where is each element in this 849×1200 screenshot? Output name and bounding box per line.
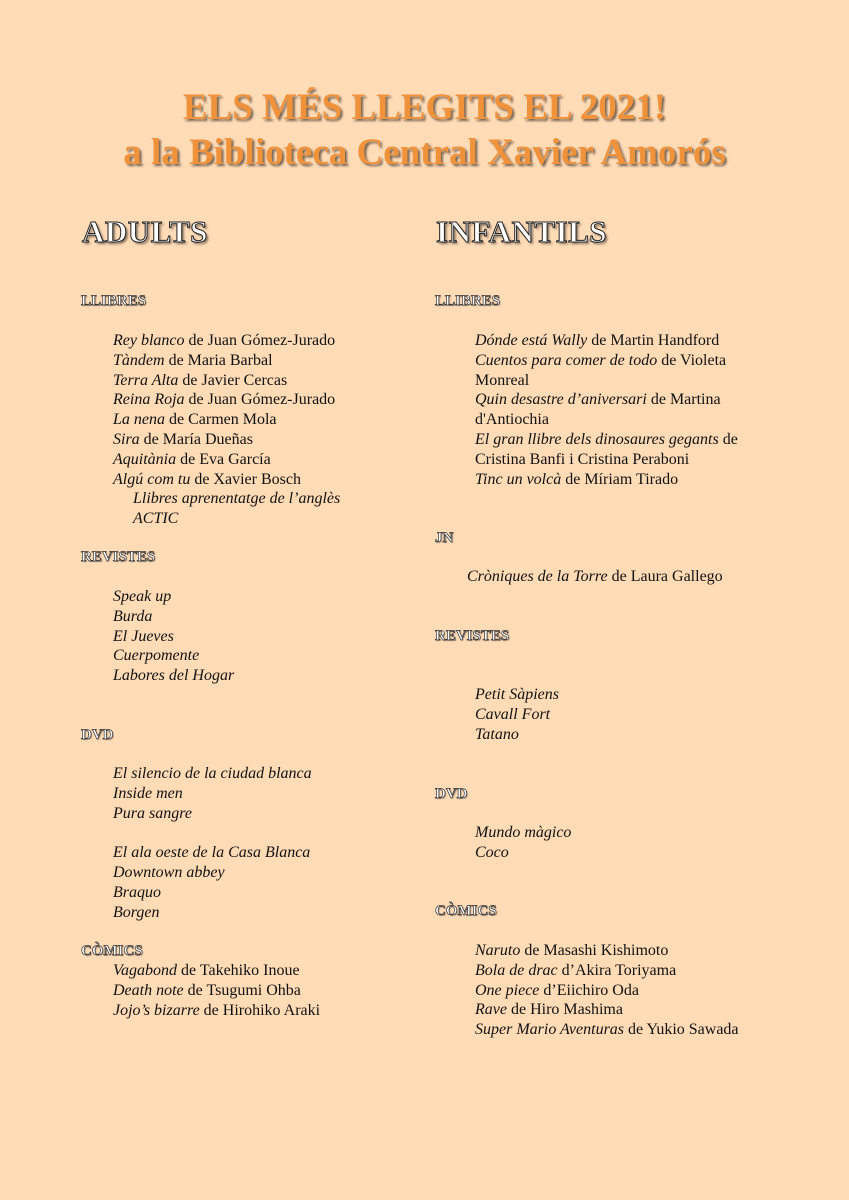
book-title: Tàndem [113, 351, 165, 369]
book-author: Monreal [475, 371, 530, 389]
book-title: Aquitània [113, 450, 177, 468]
magazine-title: Tatano [475, 725, 519, 743]
infantils-revistes-list [475, 685, 559, 744]
book-author: de Eva García [176, 450, 271, 468]
list-item [113, 843, 312, 863]
book-title: Cuentos para comer de todo [475, 351, 658, 369]
list-line [475, 450, 738, 470]
list-item [475, 1020, 739, 1040]
list-line [475, 410, 738, 430]
comic-author: de Masashi Kishimoto [520, 942, 669, 959]
infantils-jn-heading: JN [435, 530, 454, 546]
book-author: de María Dueñas [139, 430, 253, 448]
infantils-heading: INFANTILS [436, 214, 608, 249]
list-line [475, 371, 738, 391]
magazine-title: El Jueves [113, 627, 174, 645]
list-item [113, 784, 312, 804]
book-title: La nena [113, 411, 165, 429]
list-item [475, 685, 559, 705]
dvd-title: Braquo [113, 883, 161, 901]
infantils-dvd-heading: DVD [435, 786, 468, 802]
magazine-title: Labores del Hogar [113, 667, 235, 685]
list-item [113, 863, 312, 883]
comic-author: de Hiro Mashima [506, 1001, 623, 1019]
list-item [475, 705, 559, 725]
book-author: de Maria Barbal [164, 351, 273, 369]
magazine-title: Speak up [113, 588, 172, 605]
infantils-revistes-heading: REVISTES [435, 628, 510, 644]
list-item [113, 764, 312, 784]
book-author: de Violeta [657, 351, 727, 369]
dvd-title: El silencio de la ciudad blanca [113, 765, 312, 782]
adults-llibres-list [113, 331, 340, 529]
list-item [113, 1001, 320, 1021]
book-title: Tinc un volcà [475, 470, 562, 488]
comic-title: Jojo’s bizarre [113, 1001, 200, 1019]
comic-author: de Takehiko Inoue [177, 962, 300, 979]
book-title: Terra Alta [113, 371, 179, 389]
list-item [475, 823, 571, 843]
magazine-title: Cuerpomente [113, 647, 200, 665]
list-spacer [113, 823, 312, 843]
book-title: Quin desastre d’aniversari [475, 391, 647, 409]
comic-title: Vagabond [113, 962, 177, 979]
comic-title: Rave [475, 1001, 507, 1019]
list-line [475, 430, 738, 450]
list-item [113, 489, 340, 509]
list-line [475, 470, 738, 490]
book-author: de Martin Handford [587, 332, 720, 349]
book-title: Llibres aprenentatge de l’anglès [133, 490, 341, 508]
book-title: El gran llibre dels dinosaures gegants [475, 430, 719, 448]
dvd-title: Pura sangre [113, 804, 192, 822]
book-title: Rey blanco [113, 332, 185, 349]
dvd-title: El ala oeste de la Casa Blanca [113, 844, 311, 862]
list-item [113, 371, 340, 391]
book-title: Dónde está Wally [475, 332, 588, 349]
comic-title: Naruto [475, 942, 521, 959]
list-item [475, 725, 559, 745]
infantils-jn-list [467, 567, 723, 587]
adults-revistes-list [113, 587, 234, 686]
adults-heading: ADULTS [82, 214, 208, 249]
book-author: de Xavier Bosch [190, 470, 301, 488]
infantils-comics-list [475, 941, 739, 1040]
magazine-title: Cavall Fort [475, 705, 551, 723]
list-line [475, 390, 738, 410]
dvd-title: Mundo màgico [475, 824, 572, 841]
comic-title: Bola de drac [475, 961, 558, 979]
book-author: de Juan Gómez-Jurado [184, 332, 336, 349]
book-author: de Laura Gallego [607, 568, 723, 585]
list-item [113, 450, 340, 470]
list-line [475, 351, 738, 371]
adults-revistes-heading: REVISTES [81, 549, 156, 565]
comic-title: One piece [475, 981, 540, 999]
adults-llibres-heading: LLIBRES [81, 293, 147, 309]
adults-comics-heading: CÒMICS [81, 943, 143, 959]
list-item [113, 883, 312, 903]
comic-title: Super Mario Aventuras [475, 1021, 625, 1039]
dvd-title: Inside men [113, 784, 183, 802]
list-item [113, 470, 340, 490]
list-item [475, 981, 739, 1001]
book-author: de Carmen Mola [165, 411, 277, 429]
list-item [113, 804, 312, 824]
list-item [467, 567, 723, 587]
list-item [113, 351, 340, 371]
comic-author: de Hirohiko Araki [199, 1001, 321, 1019]
list-item [113, 903, 312, 923]
adults-dvd-heading: DVD [81, 727, 114, 743]
list-item [113, 627, 234, 647]
comic-author: de Yukio Sawada [624, 1021, 739, 1039]
adults-dvd-list [113, 764, 312, 922]
book-author: Cristina Banfi i Cristina Peraboni [475, 450, 690, 468]
list-line [475, 331, 738, 351]
list-item [113, 961, 320, 981]
comic-author: d’Eiichiro Oda [539, 981, 639, 999]
list-item [113, 607, 234, 627]
list-item [113, 331, 340, 351]
list-item [113, 981, 320, 1001]
list-item [113, 410, 340, 430]
infantils-comics-heading: CÒMICS [435, 903, 497, 919]
infantils-llibres-list [475, 331, 738, 489]
dvd-title: Borgen [113, 903, 160, 921]
list-item [113, 390, 340, 410]
infantils-llibres-heading: LLIBRES [435, 293, 501, 309]
comic-author: d’Akira Toriyama [557, 961, 677, 979]
list-item [475, 1000, 739, 1020]
list-item [113, 509, 340, 529]
book-title: Cròniques de la Torre [467, 568, 608, 585]
comic-author: de Tsugumi Ohba [183, 981, 301, 999]
book-title: Sira [113, 430, 140, 448]
book-author: d'Antiochia [475, 411, 549, 429]
dvd-title: Coco [475, 843, 509, 861]
book-title: ACTIC [133, 510, 179, 528]
list-item [475, 843, 571, 863]
list-item [113, 646, 234, 666]
page-subtitle: a la Biblioteca Central Xavier Amorós [123, 132, 726, 173]
book-title: Algú com tu [113, 470, 191, 488]
adults-comics-list [113, 961, 320, 1020]
magazine-title: Burda [113, 607, 153, 625]
book-author: de Juan Gómez-Jurado [184, 391, 336, 409]
dvd-title: Downtown abbey [113, 863, 225, 881]
list-item [113, 666, 234, 686]
comic-title: Death note [113, 981, 184, 999]
list-item [113, 587, 234, 607]
book-author: de Javier Cercas [178, 371, 288, 389]
page-title: ELS MÉS LLEGITS EL 2021! [182, 87, 667, 128]
infantils-dvd-list [475, 823, 571, 863]
list-item [475, 941, 739, 961]
list-item [113, 430, 340, 450]
magazine-title: Petit Sàpiens [475, 686, 559, 703]
list-item [475, 961, 739, 981]
book-title: Reina Roja [113, 391, 185, 409]
book-author: de Míriam Tirado [561, 470, 679, 488]
book-author: de [718, 430, 738, 448]
book-author: de Martina [646, 391, 721, 409]
